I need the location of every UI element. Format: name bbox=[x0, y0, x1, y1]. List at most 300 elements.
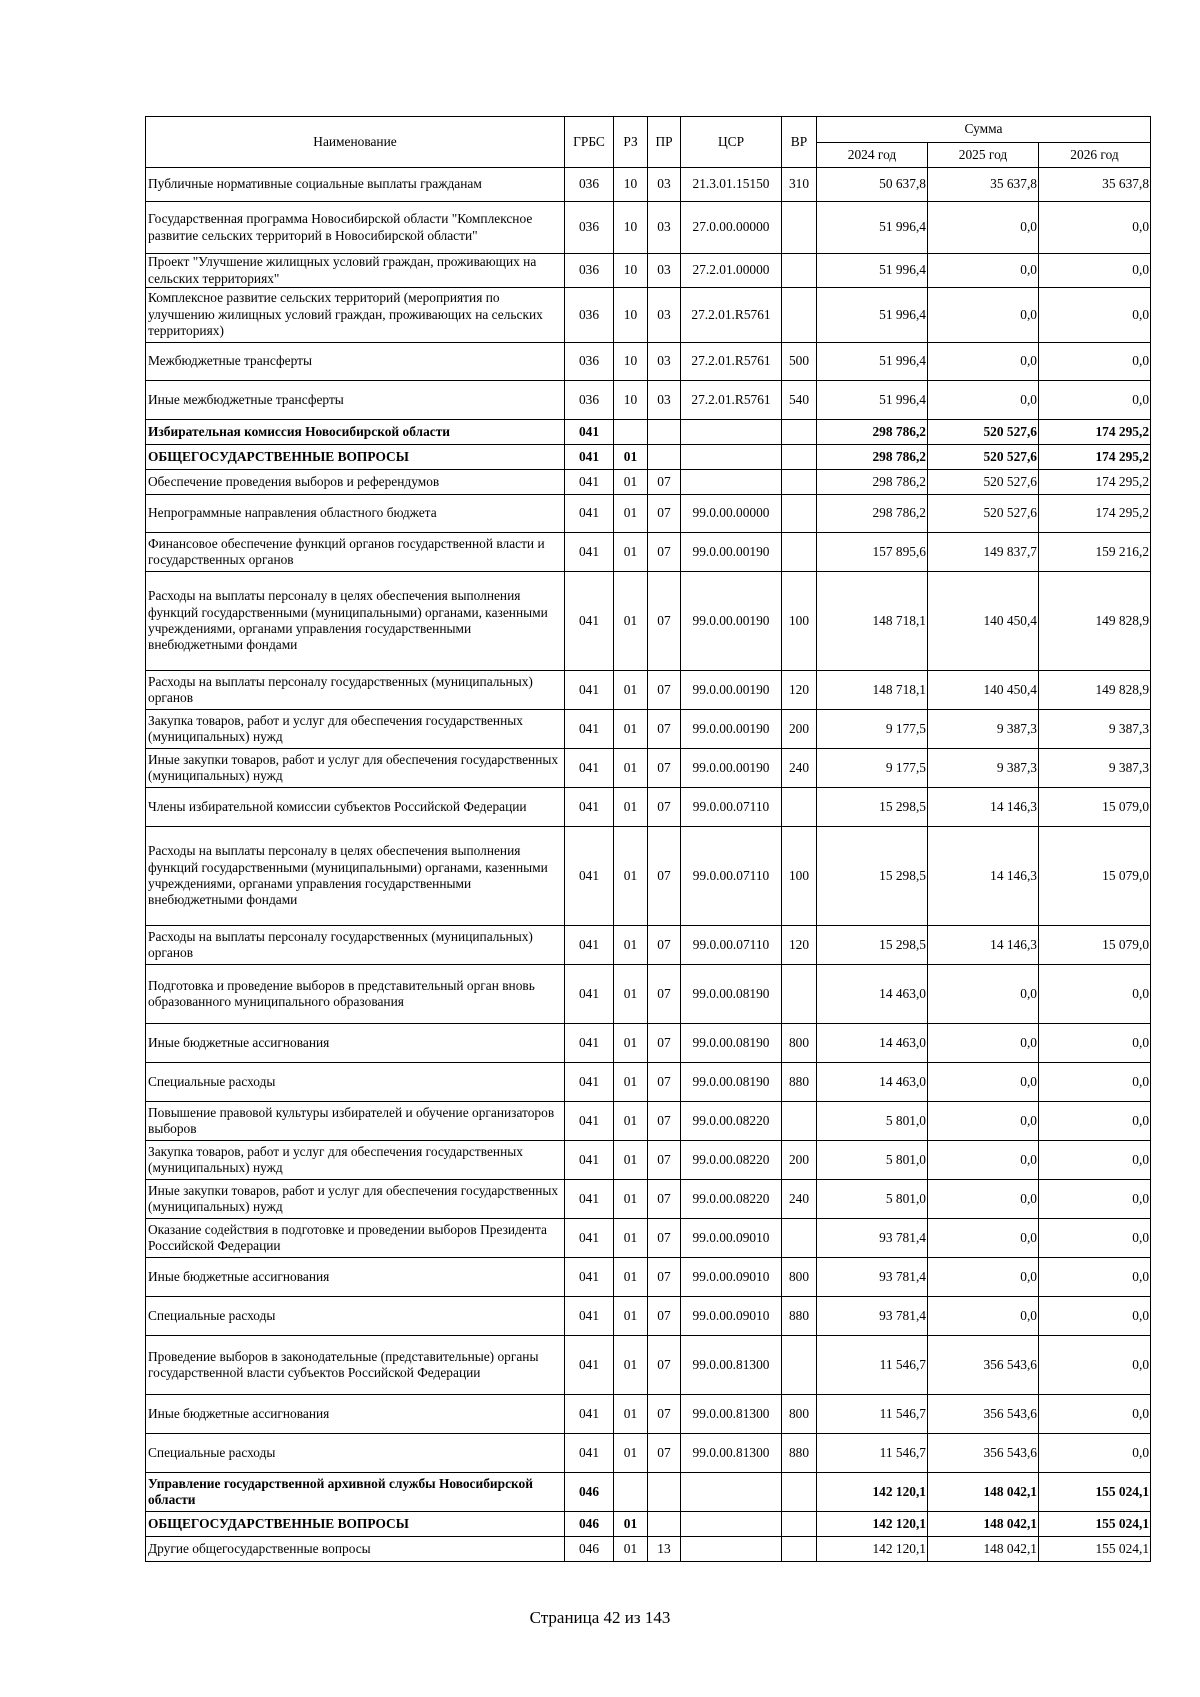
row-name: Иные бюджетные ассигнования bbox=[146, 1258, 565, 1297]
row-value-2024: 14 463,0 bbox=[817, 965, 928, 1024]
row-value-2025: 0,0 bbox=[928, 1180, 1039, 1219]
row-vr bbox=[782, 965, 817, 1024]
table-row bbox=[146, 1473, 1151, 1512]
row-grbs: 041 bbox=[565, 1219, 614, 1258]
row-pr: 07 bbox=[648, 1297, 681, 1336]
row-grbs: 036 bbox=[565, 343, 614, 381]
row-pr: 07 bbox=[648, 1141, 681, 1180]
row-value-2026: 149 828,9 bbox=[1039, 671, 1151, 710]
table-row bbox=[146, 749, 1151, 788]
row-grbs: 041 bbox=[565, 572, 614, 671]
table-row bbox=[146, 495, 1151, 533]
row-csr: 21.3.01.15150 bbox=[681, 168, 782, 202]
header-pr: ПР bbox=[648, 117, 681, 168]
header-name: Наименование bbox=[146, 117, 565, 168]
row-value-2026: 9 387,3 bbox=[1039, 710, 1151, 749]
table-row bbox=[146, 420, 1151, 445]
row-rz: 01 bbox=[614, 1434, 648, 1473]
row-vr bbox=[782, 470, 817, 495]
row-rz: 01 bbox=[614, 1336, 648, 1395]
row-value-2026: 174 295,2 bbox=[1039, 470, 1151, 495]
row-value-2026: 0,0 bbox=[1039, 1141, 1151, 1180]
row-name: Повышение правовой культуры избирателей и обучение организаторов выборов bbox=[146, 1102, 565, 1141]
table-row bbox=[146, 470, 1151, 495]
row-csr: 99.0.00.81300 bbox=[681, 1434, 782, 1473]
table-row bbox=[146, 671, 1151, 710]
row-pr: 03 bbox=[648, 288, 681, 343]
table-row bbox=[146, 710, 1151, 749]
table-row bbox=[146, 1180, 1151, 1219]
row-value-2024: 298 786,2 bbox=[817, 420, 928, 445]
row-grbs: 041 bbox=[565, 1102, 614, 1141]
row-csr: 99.0.00.09010 bbox=[681, 1219, 782, 1258]
row-grbs: 041 bbox=[565, 1336, 614, 1395]
row-grbs: 041 bbox=[565, 533, 614, 572]
row-value-2025: 14 146,3 bbox=[928, 788, 1039, 827]
table-row bbox=[146, 1512, 1151, 1537]
table-row bbox=[146, 254, 1151, 288]
row-value-2026: 0,0 bbox=[1039, 288, 1151, 343]
row-vr: 120 bbox=[782, 926, 817, 965]
row-rz: 01 bbox=[614, 1537, 648, 1562]
row-pr: 07 bbox=[648, 1024, 681, 1063]
row-grbs: 041 bbox=[565, 1297, 614, 1336]
row-pr: 07 bbox=[648, 495, 681, 533]
row-name: Подготовка и проведение выборов в представительный орган вновь образованного муниципального образования bbox=[146, 965, 565, 1024]
table-row bbox=[146, 533, 1151, 572]
row-vr: 100 bbox=[782, 827, 817, 926]
row-pr: 07 bbox=[648, 470, 681, 495]
row-value-2024: 51 996,4 bbox=[817, 381, 928, 420]
row-vr: 880 bbox=[782, 1434, 817, 1473]
row-pr: 03 bbox=[648, 202, 681, 254]
row-name: Расходы на выплаты персоналу в целях обеспечения выполнения функций государственными (муниципальными) органами, казенными учреждениями, органами управления государственными внебюджетными фондами bbox=[146, 572, 565, 671]
row-value-2024: 5 801,0 bbox=[817, 1141, 928, 1180]
row-value-2026: 0,0 bbox=[1039, 1395, 1151, 1434]
row-csr bbox=[681, 1537, 782, 1562]
row-value-2025: 0,0 bbox=[928, 1141, 1039, 1180]
row-value-2024: 93 781,4 bbox=[817, 1297, 928, 1336]
row-pr: 07 bbox=[648, 1395, 681, 1434]
row-csr: 27.2.01.R5761 bbox=[681, 381, 782, 420]
row-value-2024: 142 120,1 bbox=[817, 1537, 928, 1562]
row-name: Избирательная комиссия Новосибирской области bbox=[146, 420, 565, 445]
row-value-2025: 0,0 bbox=[928, 1063, 1039, 1102]
row-value-2025: 356 543,6 bbox=[928, 1434, 1039, 1473]
row-name: Обеспечение проведения выборов и референдумов bbox=[146, 470, 565, 495]
row-csr: 27.2.01.00000 bbox=[681, 254, 782, 288]
row-name: Другие общегосударственные вопросы bbox=[146, 1537, 565, 1562]
row-grbs: 041 bbox=[565, 1024, 614, 1063]
table-row bbox=[146, 1537, 1151, 1562]
row-csr: 99.0.00.00190 bbox=[681, 749, 782, 788]
row-value-2025: 14 146,3 bbox=[928, 827, 1039, 926]
row-grbs: 041 bbox=[565, 445, 614, 470]
row-vr bbox=[782, 533, 817, 572]
row-csr bbox=[681, 445, 782, 470]
row-csr: 99.0.00.08220 bbox=[681, 1141, 782, 1180]
row-name: ОБЩЕГОСУДАРСТВЕННЫЕ ВОПРОСЫ bbox=[146, 1512, 565, 1537]
row-value-2026: 0,0 bbox=[1039, 381, 1151, 420]
row-rz: 01 bbox=[614, 1102, 648, 1141]
row-value-2025: 148 042,1 bbox=[928, 1512, 1039, 1537]
row-rz: 01 bbox=[614, 1180, 648, 1219]
row-vr bbox=[782, 288, 817, 343]
row-csr bbox=[681, 1473, 782, 1512]
table-row bbox=[146, 1297, 1151, 1336]
row-pr: 07 bbox=[648, 926, 681, 965]
row-rz: 10 bbox=[614, 288, 648, 343]
row-rz: 01 bbox=[614, 470, 648, 495]
row-csr: 27.2.01.R5761 bbox=[681, 288, 782, 343]
row-grbs: 041 bbox=[565, 1063, 614, 1102]
row-name: Публичные нормативные социальные выплаты гражданам bbox=[146, 168, 565, 202]
row-grbs: 036 bbox=[565, 202, 614, 254]
table-row bbox=[146, 827, 1151, 926]
header-year-2024: 2024 год bbox=[817, 143, 928, 168]
row-name: Межбюджетные трансферты bbox=[146, 343, 565, 381]
row-value-2025: 0,0 bbox=[928, 343, 1039, 381]
row-csr: 99.0.00.81300 bbox=[681, 1395, 782, 1434]
row-pr: 07 bbox=[648, 1434, 681, 1473]
row-value-2024: 298 786,2 bbox=[817, 495, 928, 533]
row-rz: 01 bbox=[614, 1297, 648, 1336]
table-row bbox=[146, 1141, 1151, 1180]
row-grbs: 041 bbox=[565, 788, 614, 827]
header-year-2026: 2026 год bbox=[1039, 143, 1151, 168]
row-grbs: 041 bbox=[565, 965, 614, 1024]
row-value-2025: 0,0 bbox=[928, 254, 1039, 288]
row-pr: 13 bbox=[648, 1537, 681, 1562]
row-grbs: 041 bbox=[565, 1258, 614, 1297]
row-value-2025: 520 527,6 bbox=[928, 470, 1039, 495]
row-pr: 07 bbox=[648, 1219, 681, 1258]
row-value-2026: 174 295,2 bbox=[1039, 495, 1151, 533]
row-value-2024: 5 801,0 bbox=[817, 1180, 928, 1219]
row-grbs: 046 bbox=[565, 1473, 614, 1512]
row-grbs: 041 bbox=[565, 671, 614, 710]
row-value-2026: 0,0 bbox=[1039, 1063, 1151, 1102]
header-year-2025: 2025 год bbox=[928, 143, 1039, 168]
row-value-2025: 148 042,1 bbox=[928, 1473, 1039, 1512]
row-vr bbox=[782, 1473, 817, 1512]
row-rz: 01 bbox=[614, 1219, 648, 1258]
row-vr bbox=[782, 1537, 817, 1562]
row-rz: 10 bbox=[614, 343, 648, 381]
row-grbs: 041 bbox=[565, 1141, 614, 1180]
header-sum: Сумма bbox=[817, 117, 1151, 143]
table-row bbox=[146, 1336, 1151, 1395]
row-name: Комплексное развитие сельских территорий (мероприятия по улучшению жилищных условий граждан, проживающих на сельских территориях) bbox=[146, 288, 565, 343]
row-csr: 99.0.00.00190 bbox=[681, 710, 782, 749]
row-rz: 01 bbox=[614, 965, 648, 1024]
row-pr: 07 bbox=[648, 1180, 681, 1219]
table-row bbox=[146, 202, 1151, 254]
row-value-2025: 148 042,1 bbox=[928, 1537, 1039, 1562]
row-pr: 03 bbox=[648, 381, 681, 420]
table-row bbox=[146, 965, 1151, 1024]
row-vr bbox=[782, 1102, 817, 1141]
row-value-2026: 0,0 bbox=[1039, 1219, 1151, 1258]
table-row bbox=[146, 1024, 1151, 1063]
row-value-2024: 11 546,7 bbox=[817, 1336, 928, 1395]
row-name: ОБЩЕГОСУДАРСТВЕННЫЕ ВОПРОСЫ bbox=[146, 445, 565, 470]
row-pr bbox=[648, 420, 681, 445]
table-row bbox=[146, 1434, 1151, 1473]
row-rz: 01 bbox=[614, 1395, 648, 1434]
table-row bbox=[146, 1219, 1151, 1258]
row-value-2025: 0,0 bbox=[928, 1102, 1039, 1141]
row-pr: 07 bbox=[648, 1258, 681, 1297]
row-value-2026: 155 024,1 bbox=[1039, 1537, 1151, 1562]
row-value-2026: 0,0 bbox=[1039, 254, 1151, 288]
row-rz: 01 bbox=[614, 710, 648, 749]
row-csr: 99.0.00.00190 bbox=[681, 671, 782, 710]
row-csr bbox=[681, 420, 782, 445]
row-value-2025: 140 450,4 bbox=[928, 671, 1039, 710]
row-rz: 01 bbox=[614, 1063, 648, 1102]
row-grbs: 046 bbox=[565, 1537, 614, 1562]
row-value-2026: 35 637,8 bbox=[1039, 168, 1151, 202]
row-value-2024: 93 781,4 bbox=[817, 1258, 928, 1297]
row-value-2025: 0,0 bbox=[928, 202, 1039, 254]
row-rz: 01 bbox=[614, 495, 648, 533]
row-rz: 01 bbox=[614, 1141, 648, 1180]
row-value-2025: 0,0 bbox=[928, 381, 1039, 420]
row-csr: 99.0.00.00000 bbox=[681, 495, 782, 533]
row-rz: 01 bbox=[614, 788, 648, 827]
row-name: Проект "Улучшение жилищных условий граждан, проживающих на сельских территориях" bbox=[146, 254, 565, 288]
row-csr: 99.0.00.07110 bbox=[681, 788, 782, 827]
row-pr: 07 bbox=[648, 827, 681, 926]
row-vr: 800 bbox=[782, 1395, 817, 1434]
row-pr bbox=[648, 445, 681, 470]
row-csr: 99.0.00.07110 bbox=[681, 926, 782, 965]
row-rz: 01 bbox=[614, 445, 648, 470]
row-name: Иные бюджетные ассигнования bbox=[146, 1024, 565, 1063]
row-value-2026: 0,0 bbox=[1039, 965, 1151, 1024]
row-pr: 07 bbox=[648, 749, 681, 788]
row-csr: 99.0.00.81300 bbox=[681, 1336, 782, 1395]
row-value-2024: 15 298,5 bbox=[817, 788, 928, 827]
row-pr bbox=[648, 1473, 681, 1512]
row-vr bbox=[782, 788, 817, 827]
row-value-2026: 0,0 bbox=[1039, 1102, 1151, 1141]
row-csr: 27.2.01.R5761 bbox=[681, 343, 782, 381]
row-value-2024: 148 718,1 bbox=[817, 671, 928, 710]
row-pr: 07 bbox=[648, 788, 681, 827]
row-value-2024: 15 298,5 bbox=[817, 827, 928, 926]
row-rz: 10 bbox=[614, 168, 648, 202]
table-row bbox=[146, 1063, 1151, 1102]
row-value-2024: 148 718,1 bbox=[817, 572, 928, 671]
row-rz: 10 bbox=[614, 254, 648, 288]
row-name: Закупка товаров, работ и услуг для обеспечения государственных (муниципальных) нужд bbox=[146, 710, 565, 749]
row-value-2024: 51 996,4 bbox=[817, 343, 928, 381]
row-vr bbox=[782, 254, 817, 288]
row-pr: 07 bbox=[648, 710, 681, 749]
row-value-2026: 155 024,1 bbox=[1039, 1473, 1151, 1512]
row-value-2026: 159 216,2 bbox=[1039, 533, 1151, 572]
table-row bbox=[146, 1395, 1151, 1434]
row-value-2026: 0,0 bbox=[1039, 1258, 1151, 1297]
row-value-2026: 9 387,3 bbox=[1039, 749, 1151, 788]
table-row bbox=[146, 381, 1151, 420]
row-value-2024: 157 895,6 bbox=[817, 533, 928, 572]
row-vr: 240 bbox=[782, 1180, 817, 1219]
row-pr: 07 bbox=[648, 1063, 681, 1102]
table-row bbox=[146, 168, 1151, 202]
row-rz bbox=[614, 1473, 648, 1512]
row-rz: 01 bbox=[614, 533, 648, 572]
row-value-2025: 0,0 bbox=[928, 1258, 1039, 1297]
row-value-2026: 0,0 bbox=[1039, 1336, 1151, 1395]
row-value-2026: 0,0 bbox=[1039, 1024, 1151, 1063]
row-rz: 01 bbox=[614, 926, 648, 965]
row-vr: 880 bbox=[782, 1063, 817, 1102]
row-value-2026: 174 295,2 bbox=[1039, 445, 1151, 470]
row-grbs: 041 bbox=[565, 495, 614, 533]
row-grbs: 041 bbox=[565, 710, 614, 749]
row-vr bbox=[782, 202, 817, 254]
row-csr bbox=[681, 1512, 782, 1537]
row-name: Проведение выборов в законодательные (представительные) органы государственной власти субъектов Российской Федерации bbox=[146, 1336, 565, 1395]
row-pr: 03 bbox=[648, 343, 681, 381]
row-name: Специальные расходы bbox=[146, 1434, 565, 1473]
row-pr: 07 bbox=[648, 965, 681, 1024]
row-value-2026: 0,0 bbox=[1039, 1297, 1151, 1336]
row-value-2026: 0,0 bbox=[1039, 1180, 1151, 1219]
row-pr: 03 bbox=[648, 254, 681, 288]
row-name: Закупка товаров, работ и услуг для обеспечения государственных (муниципальных) нужд bbox=[146, 1141, 565, 1180]
row-pr: 07 bbox=[648, 1336, 681, 1395]
row-pr bbox=[648, 1512, 681, 1537]
row-csr: 27.0.00.00000 bbox=[681, 202, 782, 254]
row-pr: 07 bbox=[648, 671, 681, 710]
row-value-2026: 149 828,9 bbox=[1039, 572, 1151, 671]
row-grbs: 036 bbox=[565, 254, 614, 288]
row-vr bbox=[782, 1512, 817, 1537]
row-name: Финансовое обеспечение функций органов государственной власти и государственных органов bbox=[146, 533, 565, 572]
row-vr: 120 bbox=[782, 671, 817, 710]
table-row bbox=[146, 1258, 1151, 1297]
row-rz: 01 bbox=[614, 671, 648, 710]
row-grbs: 041 bbox=[565, 420, 614, 445]
row-csr: 99.0.00.08220 bbox=[681, 1102, 782, 1141]
row-rz: 01 bbox=[614, 1258, 648, 1297]
row-grbs: 041 bbox=[565, 1434, 614, 1473]
row-csr: 99.0.00.09010 bbox=[681, 1297, 782, 1336]
row-value-2025: 35 637,8 bbox=[928, 168, 1039, 202]
row-vr: 310 bbox=[782, 168, 817, 202]
row-grbs: 041 bbox=[565, 470, 614, 495]
row-value-2025: 0,0 bbox=[928, 1297, 1039, 1336]
row-value-2024: 11 546,7 bbox=[817, 1434, 928, 1473]
row-name: Иные бюджетные ассигнования bbox=[146, 1395, 565, 1434]
row-vr: 200 bbox=[782, 710, 817, 749]
row-name: Оказание содействия в подготовке и проведении выборов Президента Российской Федерации bbox=[146, 1219, 565, 1258]
row-value-2024: 298 786,2 bbox=[817, 470, 928, 495]
row-value-2025: 14 146,3 bbox=[928, 926, 1039, 965]
row-vr: 500 bbox=[782, 343, 817, 381]
row-value-2025: 356 543,6 bbox=[928, 1395, 1039, 1434]
row-value-2025: 0,0 bbox=[928, 288, 1039, 343]
row-value-2024: 14 463,0 bbox=[817, 1063, 928, 1102]
row-value-2024: 9 177,5 bbox=[817, 710, 928, 749]
row-csr: 99.0.00.08190 bbox=[681, 1024, 782, 1063]
row-value-2025: 520 527,6 bbox=[928, 420, 1039, 445]
row-value-2025: 9 387,3 bbox=[928, 710, 1039, 749]
row-pr: 07 bbox=[648, 572, 681, 671]
row-value-2024: 50 637,8 bbox=[817, 168, 928, 202]
row-grbs: 041 bbox=[565, 926, 614, 965]
row-rz: 10 bbox=[614, 381, 648, 420]
row-vr bbox=[782, 1336, 817, 1395]
header-csr: ЦСР bbox=[681, 117, 782, 168]
row-value-2024: 51 996,4 bbox=[817, 254, 928, 288]
row-vr: 100 bbox=[782, 572, 817, 671]
table-row bbox=[146, 288, 1151, 343]
row-csr bbox=[681, 470, 782, 495]
row-value-2025: 140 450,4 bbox=[928, 572, 1039, 671]
row-csr: 99.0.00.00190 bbox=[681, 572, 782, 671]
row-grbs: 036 bbox=[565, 381, 614, 420]
row-value-2026: 15 079,0 bbox=[1039, 926, 1151, 965]
table-row bbox=[146, 788, 1151, 827]
row-name: Непрограммные направления областного бюджета bbox=[146, 495, 565, 533]
row-vr: 240 bbox=[782, 749, 817, 788]
row-value-2025: 0,0 bbox=[928, 1219, 1039, 1258]
row-value-2025: 520 527,6 bbox=[928, 445, 1039, 470]
row-value-2024: 51 996,4 bbox=[817, 202, 928, 254]
row-name: Иные межбюджетные трансферты bbox=[146, 381, 565, 420]
row-value-2024: 142 120,1 bbox=[817, 1512, 928, 1537]
row-rz: 10 bbox=[614, 202, 648, 254]
row-vr: 200 bbox=[782, 1141, 817, 1180]
row-vr: 800 bbox=[782, 1258, 817, 1297]
header-rz: РЗ bbox=[614, 117, 648, 168]
row-value-2024: 9 177,5 bbox=[817, 749, 928, 788]
row-csr: 99.0.00.08190 bbox=[681, 1063, 782, 1102]
row-value-2025: 0,0 bbox=[928, 965, 1039, 1024]
table-row bbox=[146, 1102, 1151, 1141]
row-value-2024: 11 546,7 bbox=[817, 1395, 928, 1434]
row-pr: 07 bbox=[648, 1102, 681, 1141]
row-grbs: 046 bbox=[565, 1512, 614, 1537]
row-grbs: 036 bbox=[565, 288, 614, 343]
row-value-2026: 155 024,1 bbox=[1039, 1512, 1151, 1537]
row-vr: 540 bbox=[782, 381, 817, 420]
row-name: Иные закупки товаров, работ и услуг для обеспечения государственных (муниципальных) нужд bbox=[146, 749, 565, 788]
table-body bbox=[146, 168, 1151, 1562]
row-value-2024: 14 463,0 bbox=[817, 1024, 928, 1063]
row-grbs: 041 bbox=[565, 1395, 614, 1434]
row-csr: 99.0.00.08190 bbox=[681, 965, 782, 1024]
row-csr: 99.0.00.00190 bbox=[681, 533, 782, 572]
row-name: Государственная программа Новосибирской области "Комплексное развитие сельских территорий в Новосибирской области" bbox=[146, 202, 565, 254]
row-rz: 01 bbox=[614, 749, 648, 788]
row-value-2025: 0,0 bbox=[928, 1024, 1039, 1063]
row-value-2026: 15 079,0 bbox=[1039, 827, 1151, 926]
row-vr: 880 bbox=[782, 1297, 817, 1336]
table-row bbox=[146, 445, 1151, 470]
row-name: Члены избирательной комиссии субъектов Российской Федерации bbox=[146, 788, 565, 827]
row-vr bbox=[782, 420, 817, 445]
row-csr: 99.0.00.07110 bbox=[681, 827, 782, 926]
row-value-2024: 93 781,4 bbox=[817, 1219, 928, 1258]
row-rz: 01 bbox=[614, 1024, 648, 1063]
row-pr: 07 bbox=[648, 533, 681, 572]
